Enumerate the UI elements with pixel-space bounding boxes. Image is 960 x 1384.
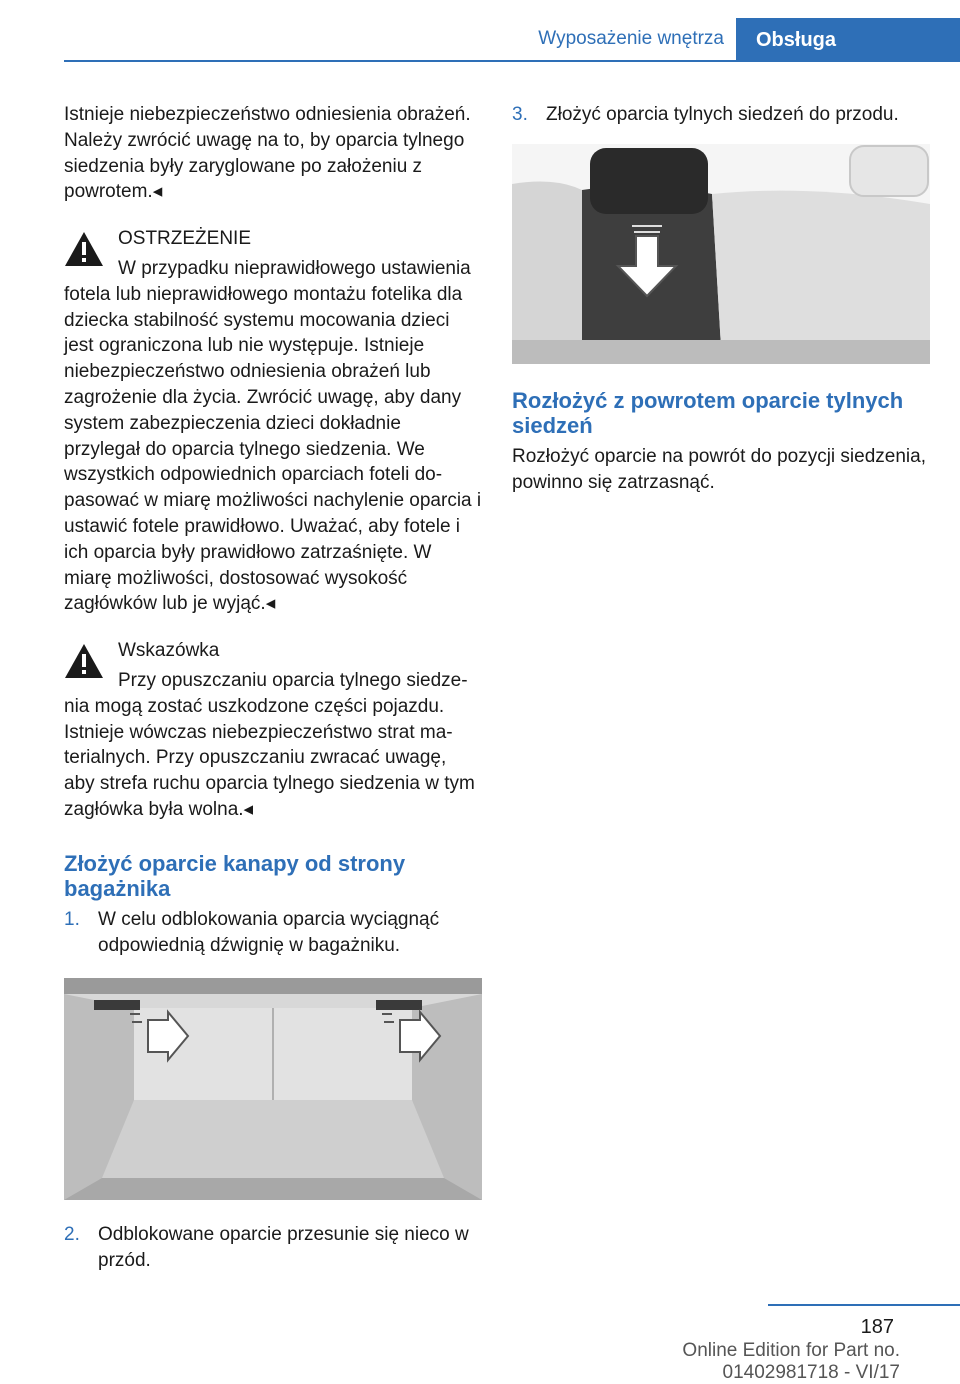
header-section-title: Wyposażenie wnętrza <box>538 28 724 49</box>
page-number: 187 <box>860 1316 894 1338</box>
unfold-paragraph: Rozłożyć oparcie na powrót do pozycji siedzenia, powinno się zatrzasnąć. <box>512 445 926 493</box>
page-header <box>0 0 960 62</box>
step-text: Złożyć oparcia tylnych siedzeń do przodu. <box>546 104 899 125</box>
rear-seat-fold-image <box>512 144 930 364</box>
edition-note: Online Edition for Part no. 01402981718 - VI/17 <box>682 1340 900 1383</box>
header-chapter-tab <box>736 18 960 62</box>
step-item <box>64 1222 482 1274</box>
warning-block-2 <box>64 638 482 823</box>
footer-rule <box>768 1304 960 1306</box>
warning-text: Przy opuszczaniu oparcia tylnego siedzenia mogą zostać uszkodzone części pojazdu. Istnieje wówczas niebezpieczeństwo strat materialnych. Przy opuszczaniu zwracać uwagę, aby strefa ruchu oparcia tylnego siedzenia w tym zagłówka była wolna.◂ <box>64 669 475 820</box>
header-chapter-label: Obsługa <box>756 28 837 51</box>
section-heading-fold-from-trunk: Złożyć oparcie kanapy od strony bagażnika <box>64 850 406 901</box>
section-heading-unfold: Rozłożyć z powrotem oparcie tylnych siedzeń <box>512 387 904 438</box>
warning-text: W przypadku nieprawidłowego ustawienia fotela lub nieprawidłowego montażu fotelika dla dziecka stabilność systemu mocowania dzieci jest ograniczona lub nie występuje. Istnieje niebezpieczeństwo odniesienia obrażeń lub zagrożenie dla życia. Zwrócić uwagę, aby dany system zabezpieczenia dzieci dokładnie przylegał do oparcia tylnego siedzenia. We wszystkich odpowiednich oparciach foteli dopasować w miarę możliwości nachylenie oparcia i ustawić fotele prawidłowo. Uważać, aby fotele i ich oparcia były prawidłowo zatrzaśnięte. W miarę możliwości, dostosować wysokość zagłówków lub je wyjąć.◂ <box>64 257 482 615</box>
right-column <box>512 102 930 495</box>
warning-triangle-icon <box>64 642 104 680</box>
step-item <box>64 907 482 959</box>
intro-paragraph: Istnieje niebezpieczeństwo odniesienia obrażeń. Należy zwrócić uwagę na to, by oparcia tylnego siedzenia były zaryglowane po założeniu z powrotem.◂ <box>64 104 471 203</box>
warning-block-1 <box>64 226 482 617</box>
step-number: 3. <box>512 104 528 125</box>
trunk-release-lever-image <box>64 978 482 1200</box>
step-number: 1. <box>64 908 80 930</box>
header-rule <box>64 60 960 62</box>
step-item <box>512 102 930 128</box>
step-text: Odblokowane oparcie przesunie się nieco w przód. <box>98 1224 469 1272</box>
step-text: W celu odblokowania oparcia wyciągnąć odpowiednią dźwignię w bagażniku. <box>98 908 440 956</box>
left-column <box>64 102 482 1274</box>
warning-title: Wskazówka <box>118 640 220 662</box>
warning-title: OSTRZEŻENIE <box>118 228 252 250</box>
warning-triangle-icon <box>64 230 104 268</box>
step-number: 2. <box>64 1224 80 1246</box>
